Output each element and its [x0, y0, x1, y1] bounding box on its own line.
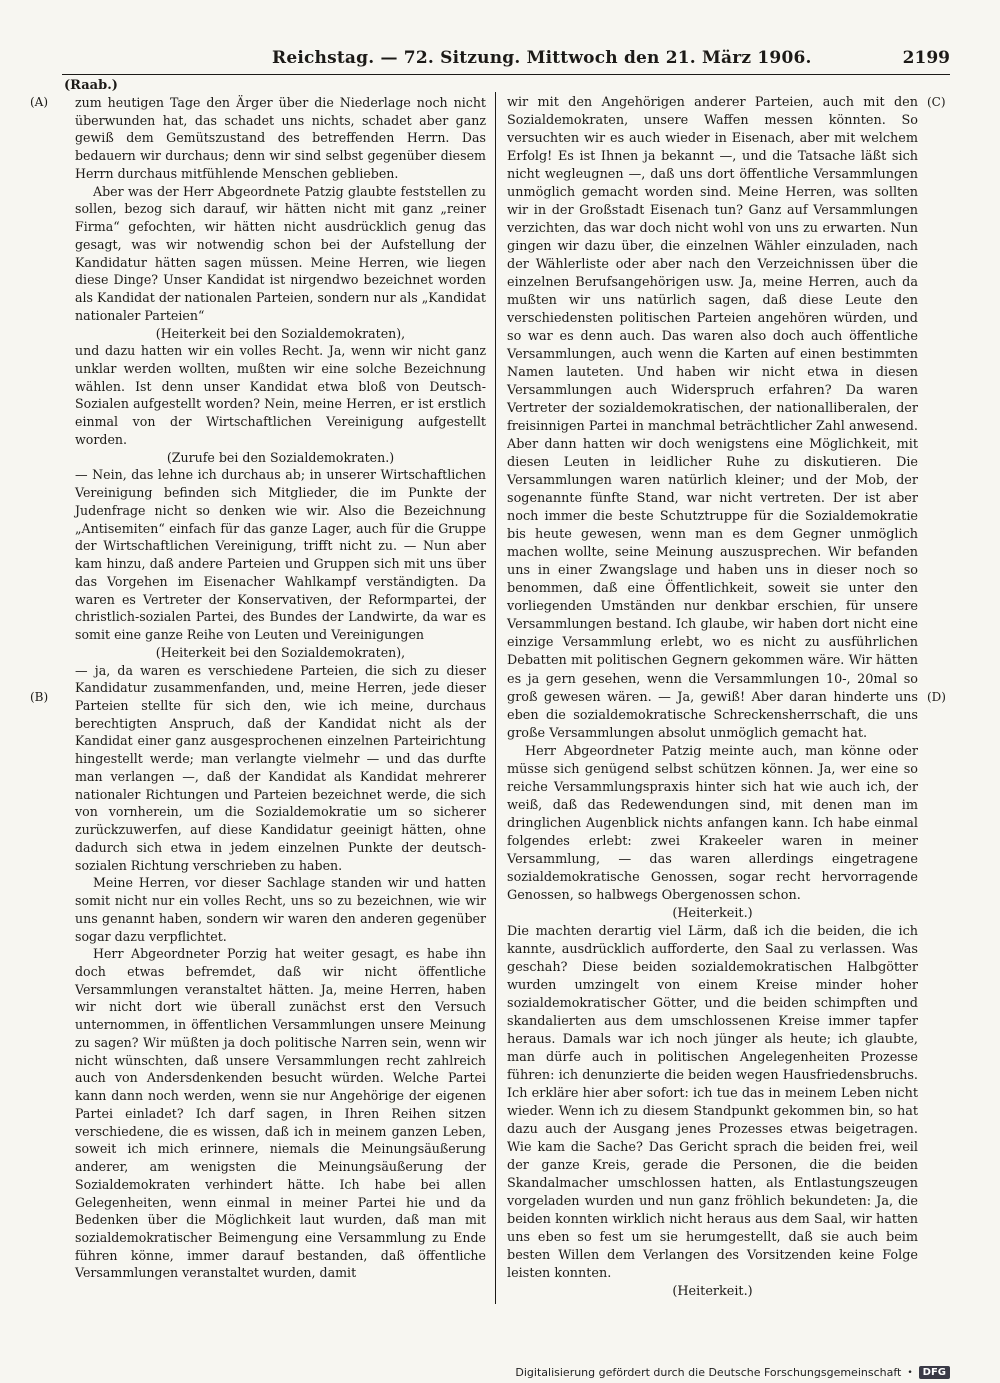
left-paragraph: Aber was der Herr Abgeordnete Patzig glaubte feststellen zu sollen, bezog sich darauf, wir hätten nicht mit ganz „reiner Firma“ gefochten, wir hätten nicht ausdrücklich genug das gesagt, was wir notwendig schon bei der Aufstellung der Kandidatur hätten sagen müssen. Meine Herren, wie liegen diese Dinge? Unser Kandidat ist nirgendwo bezeichnet worden als Kandidat der nationalen Parteien, sondern nur als „Kandidat nationaler Parteien“ — [75, 183, 486, 323]
footer-credit: Digitalisierung gefördert durch die Deutsche Forschungsgemeinschaft — [515, 1366, 902, 1379]
left-column — [75, 94, 486, 1282]
margin-mark-b: (B) — [30, 690, 49, 704]
left-paragraph: Herr Abgeordneter Porzig hat weiter gesagt, es habe ihn doch etwas befremdet, daß wir nicht öffentliche Versammlungen veranstaltet hätten. Ja, meine Herren, haben wir nicht dort wie überall zunächst erst den Versuch unternommen, in öffentlichen Versammlungen unsere Meinung zu sagen? Wir müßten ja doch politische Narren sein, wenn wir nicht wünschten, daß unsere Versammlungen recht zahlreich auch von Andersdenkenden besucht würden. Welche Partei kann dann noch werden, wenn sie nur Angehörige der eigenen Partei einladet? Ich darf sagen, in Ihren Reihen sitzen verschiedene, die es wissen, daß ich in meinem ganzen Leben, soweit ich mich erinnere, niemals die Meinungsäußerung anderer, am wenigsten die Meinungsäußerung der Sozialdemokraten verhindert hätte. Ich habe bei allen Gelegenheiten, wenn einmal in meiner Partei hie und da Bedenken über die Möglichkeit laut wurden, daß man mit sozialdemokratischer Beimengung eine Versammlung zu Ende führen könne, immer darauf bestanden, daß öffentliche Versammlungen veranstaltet wurden, damit — [75, 946, 486, 1281]
right-interjection: (Heiterkeit.) — [672, 905, 753, 921]
margin-mark-c: (C) — [927, 95, 946, 109]
dfg-logo-icon: DFG — [919, 1366, 950, 1379]
right-paragraph: Die machten derartig viel Lärm, daß ich die beiden, die ich kannte, ausdrücklich aufforderte, den Saal zu verlassen. Was geschah? Diese beiden sozialdemokratischen Halbgötter wurden umzingelt von einem Kreise minder hoher sozialdemokratischer Götter, und die beiden schimpften und skandalierten aus dem umschlossenen Kreise immer tapfer heraus. Damals war ich noch jünger als heute; ich glaubte, man dürfe auch in politischen Angelegenheiten Prozesse führen: ich denunzierte die beiden wegen Hausfriedensbruchs. Ich erkläre hier aber sofort: ich tue das in meinem Leben nicht wieder. Wenn ich zu diesem Standpunkt gekommen bin, so hat dazu auch der Ausgang jenes Prozesses etwas beigetragen. Wie kam die Sache? Das Gericht sprach die beiden frei, weil der ganze Kreis, gerade die Personen, die die beiden Skandalmacher umschlossen hatten, als Entlastungszeugen vorgeladen wurden und nun ganz fröhlich bekundeten: Ja, die beiden konnten wirklich nicht heraus aus dem Saal, wir hatten uns eben so fest um sie herumgestellt, daß sie auch beim besten Willen dem Verlangen des Vorsitzenden keine Folge leisten konnten. — [507, 923, 918, 1282]
left-paragraph: — Nein, das lehne ich durchaus ab; in unserer Wirtschaftlichen Vereinigung befinden sich Mitglieder, die im Punkte der Judenfrage nicht so denken wie wir. Also die Bezeichnung „Antisemiten“ einfach für das ganze Lager, auch für die Gruppe der Wirtschaftlichen Vereinigung, trifft nicht zu. — Nun aber kam hinzu, daß andere Parteien und Gruppen sich mit uns über das Vorgehen im Eisenacher Wahlkampf verständigten. Da waren es Vertreter der Konservativen, der Reformpartei, der christlich-sozialen Partei, des Bundes der Landwirte, da war es somit eine ganze Reihe von Leuten und Vereinigungen — [75, 467, 486, 643]
left-interjection: (Heiterkeit bei den Sozialdemokraten), — [155, 644, 406, 660]
right-paragraph: wir mit den Angehörigen anderer Parteien, auch mit den Sozialdemokraten, unsere Waffen messen könnten. So versuchten wir es auch wieder in Eisenach, aber mit welchem Erfolg! Es ist Ihnen ja bekannt —, und die Tatsache läßt sich nicht wegleugnen —, daß uns dort öffentliche Versammlungen unmöglich gemacht worden sind. Meine Herren, was sollten wir in der Großstadt Eisenach tun? Ganz auf Versammlungen verzichten, das war doch nicht wohl von uns zu erwarten. Nun gingen wir dazu über, die einzelnen Wähler einzuladen, nach der Wählerliste oder aber nach den Verzeichnissen über die einzelnen Berufsangehörigen usw. Ja, meine Herren, auch da mußten wir uns natürlich sagen, daß diese Leute den verschiedensten politischen Parteien angehören würden, und so war es denn auch. Das waren also doch auch öffentliche Versammlungen, auch wenn die Karten auf einen bestimmten Namen lauteten. Und haben wir nicht etwa in diesen Versammlungen auch Widerspruch erfahren? Da waren Vertreter der sozialdemokratischen, der nationalliberalen, der freisinnigen Partei in manchmal beträchtlicher Zahl anwesend. Aber dann hatten wir doch wenigstens eine Möglichkeit, mit diesen Leuten in leidlicher Ruhe zu diskutieren. Die Versammlungen waren natürlich kleiner; und der Mob, der sogenannte fünfte Stand, war nicht vertreten. Der ist aber noch immer die beste Schutztruppe für die Sozialdemokratie bis heute gewesen, wenn man es dem Gegner unmöglich machen wollte, seine Meinung auszusprechen. Wir befanden uns in einer Zwangslage und haben uns in dieser noch so benommen, daß eine Öffentlichkeit, soweit sie unter den vorliegenden Umständen nur denkbar erschien, für unsere Versammlungen bestand. Ich glaube, wir haben dort nicht eine einzige Versammlung erlebt, wo es nicht zu ausführlichen Debatten mit politischen Gegnern gekommen wäre. Wir hätten es ja gern gesehen, wenn die Versammlungen 10-, 20mal so groß gewesen wären. — Ja, gewiß! Aber daran hinderte uns eben die sozialdemokratische Schreckensherrschaft, die uns große Versammlungen absolut unmöglich gemacht hat. — [507, 95, 918, 741]
left-interjection: (Heiterkeit bei den Sozialdemokraten), — [155, 325, 406, 341]
footer-separator: • — [907, 1367, 913, 1378]
left-paragraph: — ja, da waren es verschiedene Parteien, die sich zu dieser Kandidatur zusammenfanden, und, meine Herren, jede dieser Parteien stellte für sich den, wie ich meine, durchaus berechtigten Anspruch, daß der Kandidat nicht als der Kandidat einer ganz ausgesprochenen einzelnen Parteirichtung hingestellt werde; man verlangte vielmehr — und das durfte man verlangen —, daß der Kandidat als Kandidat mehrerer nationaler Richtungen und Parteien bezeichnet werde, die sich von vornherein, um die Sozialdemokratie um so sicherer zurückzuwerfen, auf diese Kandidatur geeinigt hätten, ohne dadurch sich etwa in jedem einzelnen Punkte der deutsch-sozialen Richtung verschrieben zu haben. — [75, 662, 486, 873]
right-column — [507, 94, 918, 1301]
right-interjection: (Heiterkeit.) — [672, 1284, 753, 1300]
margin-mark-a: (A) — [30, 95, 49, 109]
right-paragraph: Herr Abgeordneter Patzig meinte auch, man könne oder müsse sich genügend selbst schützen können. Ja, wer eine so reiche Versammlungspraxis hinter sich hat wie auch ich, der weiß, daß das Redewendungen sind, mit denen man im dringlichen Augenblick nichts anfangen kann. Ich habe einmal folgendes erlebt: zwei Krakeeler waren in meiner Versammlung, — das waren allerdings eingetragene sozialdemokratische Genossen, sogar recht hervorragende Genossen, so halbwegs Obergenossen schon. — [507, 743, 918, 903]
page-header — [62, 48, 950, 75]
left-paragraph: und dazu hatten wir ein volles Recht. Ja, wenn wir nicht ganz unklar werden wollten, mußten wir eine solche Bezeichnung wählen. Ist denn unser Kandidat etwa bloß von Deutsch-Sozialen aufgestellt worden? Nein, meine Herren, er ist erstlich einmal von der Wirtschaftlichen Vereinigung aufgestellt worden. — [75, 343, 486, 447]
footer — [515, 1366, 950, 1379]
margin-mark-d: (D) — [927, 690, 946, 704]
header-title: Reichstag. — 72. Sitzung. Mittwoch den 21. März 1906. — [272, 48, 812, 68]
speaker-label: (Raab.) — [64, 78, 118, 93]
left-paragraph: zum heutigen Tage den Ärger über die Niederlage noch nicht überwunden hat, das schadet uns nichts, schadet aber ganz gewiß dem Gemütszustand des betreffenden Herrn. Das bedauern wir durchaus; denn wir sind selbst gegenüber diesem Herrn durchaus mitfühlende Menschen geblieben. — [75, 95, 486, 181]
page-number: 2199 — [902, 48, 950, 68]
left-paragraph: Meine Herren, vor dieser Sachlage standen wir und hatten somit nicht nur ein volles Recht, uns so zu bezeichnen, wie wir uns genannt haben, sondern wir waren den anderen gegenüber sogar dazu verpflichtet. — [75, 875, 486, 944]
left-interjection: (Zurufe bei den Sozialdemokraten.) — [166, 449, 395, 465]
column-divider — [495, 92, 496, 1304]
